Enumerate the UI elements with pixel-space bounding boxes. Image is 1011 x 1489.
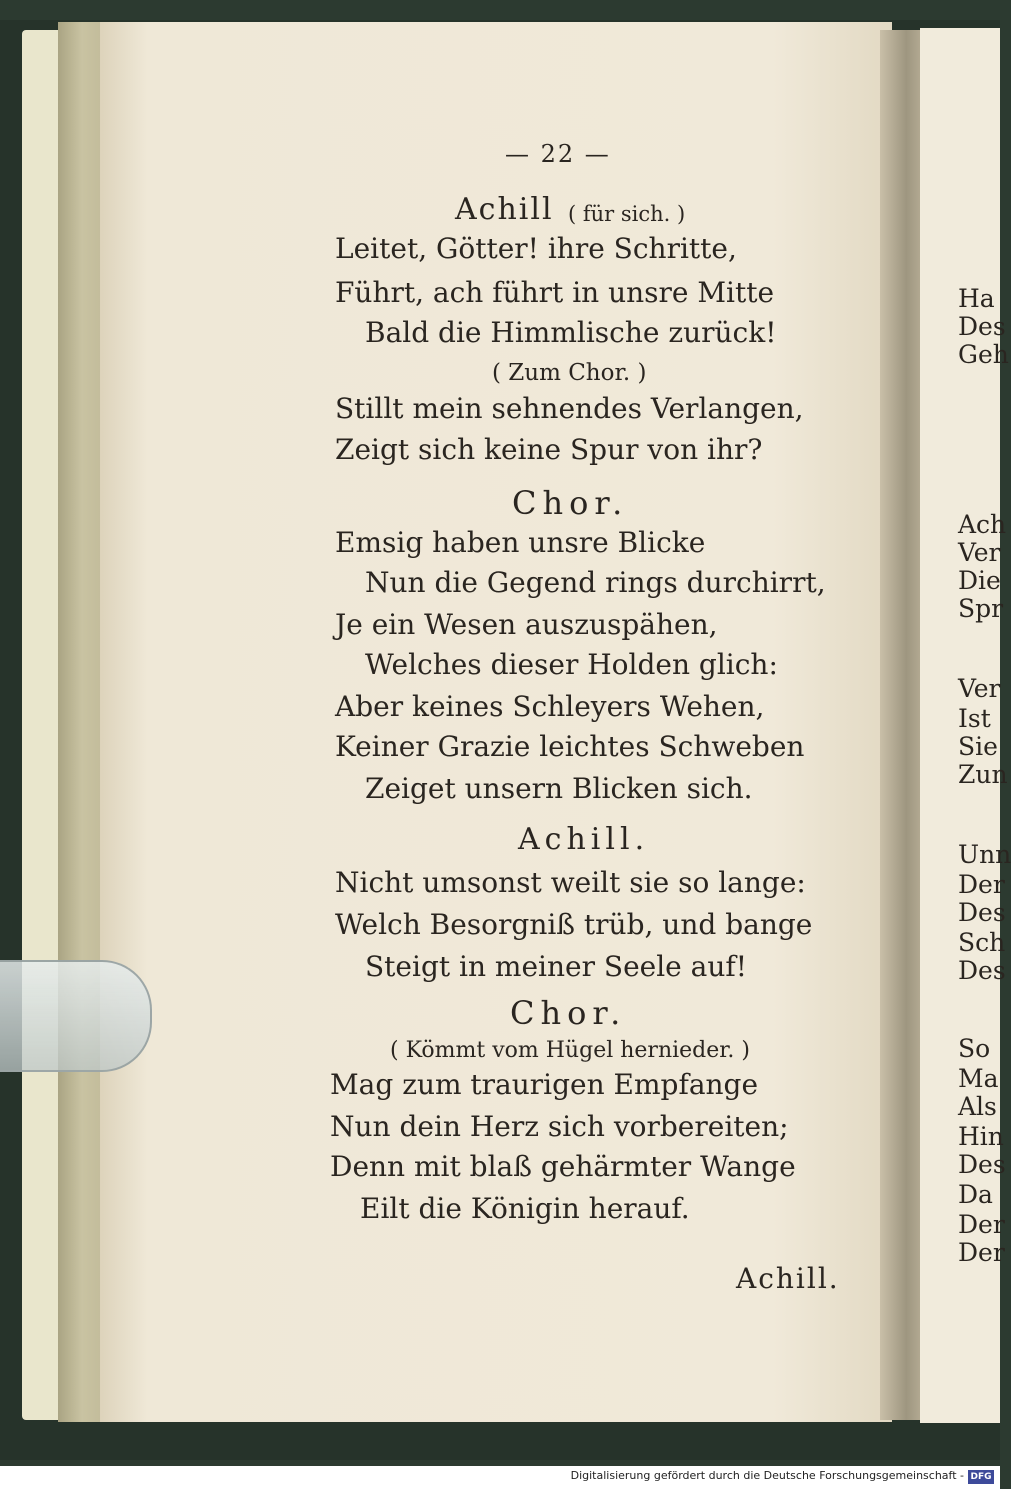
verse-line: Aber keines Schleyers Wehen,: [335, 690, 765, 723]
right-page-fragment: Ver: [958, 538, 1001, 567]
speaker-achill-2: Achill.: [518, 822, 650, 857]
right-page-fragment: Des: [958, 898, 1006, 927]
right-page-fragment: Unn: [958, 840, 1011, 869]
right-page-fragment: So: [958, 1034, 991, 1063]
right-page-fragment: Ist: [958, 704, 991, 733]
right-page-fragment: Hin: [958, 1122, 1004, 1151]
right-page-fragment: Ha: [958, 284, 995, 313]
verse-line: Denn mit blaß gehärmter Wange: [330, 1150, 796, 1183]
verse-line: Steigt in meiner Seele auf!: [365, 950, 747, 983]
verse-line: Führt, ach führt in unsre Mitte: [335, 276, 775, 309]
footer-credit: Digitalisierung gefördert durch die Deutsche Forschungsgemeinschaft -: [570, 1469, 964, 1482]
right-page-fragment: Der: [958, 1210, 1005, 1239]
verse-line: Zeiget unsern Blicken sich.: [365, 772, 753, 805]
right-page-fragment: Sie: [958, 732, 998, 761]
verse-line: Nun die Gegend rings durchirrt,: [365, 566, 826, 599]
verse-line: Bald die Himmlische zurück!: [365, 316, 777, 349]
verse-line: Zeigt sich keine Spur von ihr?: [335, 433, 763, 466]
stage-direction-fuer-sich: ( für sich. ): [568, 202, 686, 226]
speaker-chor-1: Chor.: [512, 484, 629, 522]
right-page-fragment: Sch: [958, 928, 1006, 957]
dfg-logo-icon: DFG: [968, 1470, 994, 1484]
verse-line: Nicht umsonst weilt sie so lange:: [335, 866, 806, 899]
verse-line: Leitet, Götter! ihre Schritte,: [335, 232, 737, 265]
verse-line: Emsig haben unsre Blicke: [335, 526, 706, 559]
right-page-fragment: Ver: [958, 674, 1001, 703]
verse-line: Welch Besorgniß trüb, und bange: [335, 908, 813, 941]
catchword: Achill.: [736, 1262, 840, 1295]
right-page-fragment: Der: [958, 870, 1005, 899]
right-page-fragment: Des: [958, 956, 1006, 985]
right-page-fragment: Da: [958, 1180, 993, 1209]
footer-bar: [0, 1466, 1000, 1489]
right-page-fragment: Die: [958, 566, 1001, 595]
verse-line: Eilt die Königin herauf.: [360, 1192, 690, 1225]
verse-line: Je ein Wesen auszuspähen,: [335, 608, 718, 641]
page-number: — 22 —: [505, 140, 611, 168]
right-page-fragment: Des: [958, 1150, 1006, 1179]
verse-line: Stillt mein sehnendes Verlangen,: [335, 392, 804, 425]
page-clip: [0, 960, 152, 1072]
right-page-fragment: Des: [958, 312, 1006, 341]
verse-line: Nun dein Herz sich vorbereiten;: [330, 1110, 789, 1143]
right-page-fragment: Ma: [958, 1064, 999, 1093]
right-page-fragment: Ach: [958, 510, 1007, 539]
speaker-achill-1: Achill: [455, 192, 554, 227]
stage-direction-koemmt: ( Kömmt vom Hügel hernieder. ): [390, 1038, 750, 1063]
speaker-chor-2: Chor.: [510, 994, 627, 1032]
verse-line: Keiner Grazie leichtes Schweben: [335, 730, 805, 763]
right-page-fragment: Als: [958, 1092, 997, 1121]
stage-direction-zum-chor: ( Zum Chor. ): [492, 360, 647, 386]
verse-line: Mag zum traurigen Empfange: [330, 1068, 759, 1101]
right-page-fragment: Zun: [958, 760, 1008, 789]
right-page-fragment: Spr: [958, 594, 1004, 623]
right-page-fragment: Der: [958, 1238, 1005, 1267]
verse-line: Welches dieser Holden glich:: [365, 648, 778, 681]
right-page-fragment: Geh: [958, 340, 1009, 369]
